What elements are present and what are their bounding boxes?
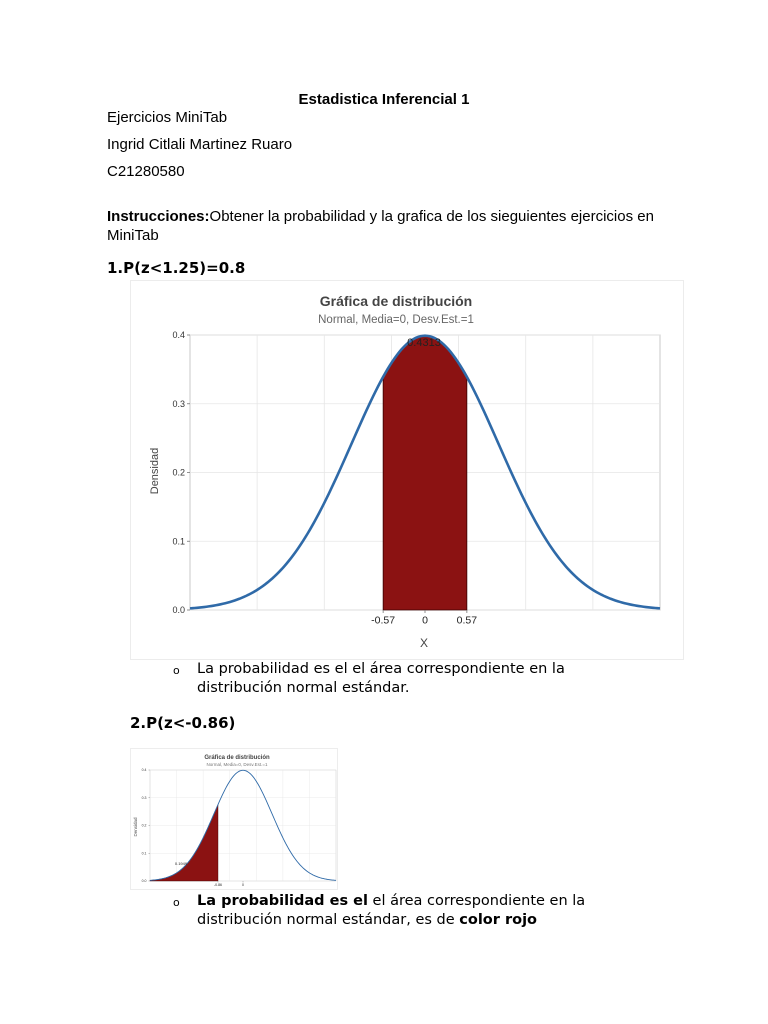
instructions: [107, 207, 667, 245]
bullet-marker-icon: o: [173, 896, 180, 909]
document-subtitle: Ejercicios MiniTab: [107, 109, 228, 126]
author-name: Ingrid Citlali Martinez Ruaro: [107, 136, 293, 153]
chart1-ytick-label: 0.3: [172, 398, 185, 409]
chart1-ylabel: Densidad: [149, 447, 161, 495]
chart2-xtick-label: 0: [242, 883, 244, 887]
chart2-ytick-label: 0.2: [141, 823, 147, 828]
chart2-ytick-label: 0.0: [141, 879, 147, 884]
chart2-ylabel: Densidad: [133, 817, 138, 837]
exercise2-bullet-text: el área correspondiente en la distribución normal estándar, es de: [197, 893, 586, 928]
instructions-label: Instrucciones:: [107, 208, 210, 225]
chart2-ytick-label: 0.1: [141, 851, 147, 856]
chart2-ytick-label: 0.4: [141, 768, 147, 773]
chart1-shaded-area: [383, 336, 467, 610]
chart1-ytick-label: 0.0: [172, 605, 185, 616]
instructions-text: Obtener la probabilidad y la grafica de los sieguientes ejercicios en MiniTab: [107, 208, 654, 244]
chart2-ytick-label: 0.3: [141, 795, 147, 800]
chart2-marks: [142, 768, 336, 887]
chart1-annotation-label: 0.4313: [407, 337, 441, 349]
chart1-xtick-label: -0.57: [371, 614, 396, 627]
chart1-ytick-label: 0.4: [172, 330, 185, 341]
exercise1-bullet: [173, 660, 617, 698]
exercise1-bullet-text: La probabilidad es el el área correspondiente en la distribución normal estándar.: [197, 661, 565, 696]
exercise2-bullet-bold1: La probabilidad es el: [197, 893, 368, 909]
chart1-ytick-label: 0.2: [172, 467, 185, 478]
chart2-title: Gráfica de distribución: [204, 755, 270, 761]
chart1-title: Gráfica de distribución: [319, 293, 473, 309]
chart1-svg: [131, 281, 683, 659]
chart1-marks: [172, 330, 660, 626]
chart1-figure: [130, 280, 684, 660]
chart1-xlabel: X: [419, 636, 429, 650]
chart1-ytick-label: 0.1: [172, 536, 185, 547]
exercise1-heading: 1.P(z<1.25)=0.8: [107, 259, 246, 277]
chart2-svg: [131, 749, 337, 889]
chart1-xtick-label: 0.57: [456, 614, 478, 627]
chart1-subtitle: Normal, Media=0, Desv.Est.=1: [318, 314, 474, 326]
exercise2-bullet-bold2: color rojo: [459, 912, 538, 928]
bullet-marker-icon: o: [173, 664, 180, 677]
student-id: C21280580: [107, 163, 185, 180]
exercise2-bullet: [173, 892, 617, 930]
chart2-figure: [130, 748, 338, 890]
chart2-xtick-label: -0.86: [214, 883, 222, 887]
chart2-annotation-label: 0.1949: [174, 861, 188, 866]
chart1-xtick-label: 0: [422, 614, 428, 627]
document-title: Estadistica Inferencial 1: [298, 91, 470, 108]
chart2-subtitle: Normal, Media=0, Desv.Est.=1: [206, 762, 268, 767]
exercise2-heading: 2.P(z<-0.86): [130, 714, 236, 732]
